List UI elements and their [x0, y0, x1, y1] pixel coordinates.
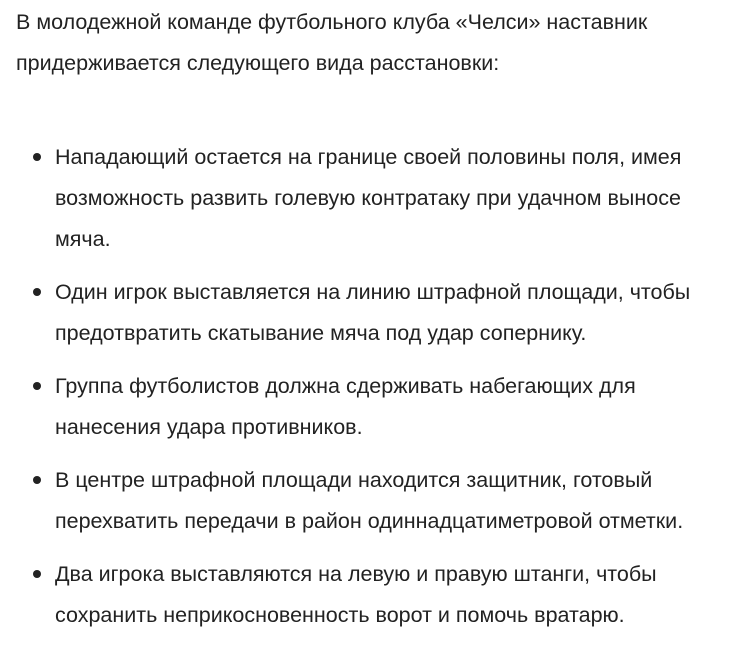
list-item-text: Один игрок выставляется на линию штрафной площади, чтобы предотвратить скатывание мяча под удар сопернику. — [55, 280, 691, 345]
list-item-text: Группа футболистов должна сдерживать набегающих для нанесения удара противников. — [55, 374, 636, 439]
intro-paragraph: В молодежной команде футбольного клуба «Челси» наставник придерживается следующего вида расстановки: — [16, 10, 648, 75]
list-item — [16, 554, 722, 636]
list-item-text: Два игрока выставляются на левую и правую штанги, чтобы сохранить неприкосновенность ворот и помочь вратарю. — [55, 562, 657, 627]
list-item — [16, 366, 722, 448]
list-item — [16, 137, 722, 260]
bullet-icon — [33, 288, 41, 296]
bullet-icon — [33, 570, 41, 578]
list-item — [16, 460, 722, 542]
list-item-text: Нападающий остается на границе своей половины поля, имея возможность развить голевую контратаку при удачном выносе мяча. — [55, 145, 682, 251]
bullet-icon — [33, 476, 41, 484]
bullet-icon — [33, 153, 41, 161]
formation-list — [16, 137, 722, 636]
bullet-icon — [33, 382, 41, 390]
list-item — [16, 272, 722, 354]
list-item-text: В центре штрафной площади находится защитник, готовый перехватить передачи в район одиннадцатиметровой отметки. — [55, 468, 684, 533]
